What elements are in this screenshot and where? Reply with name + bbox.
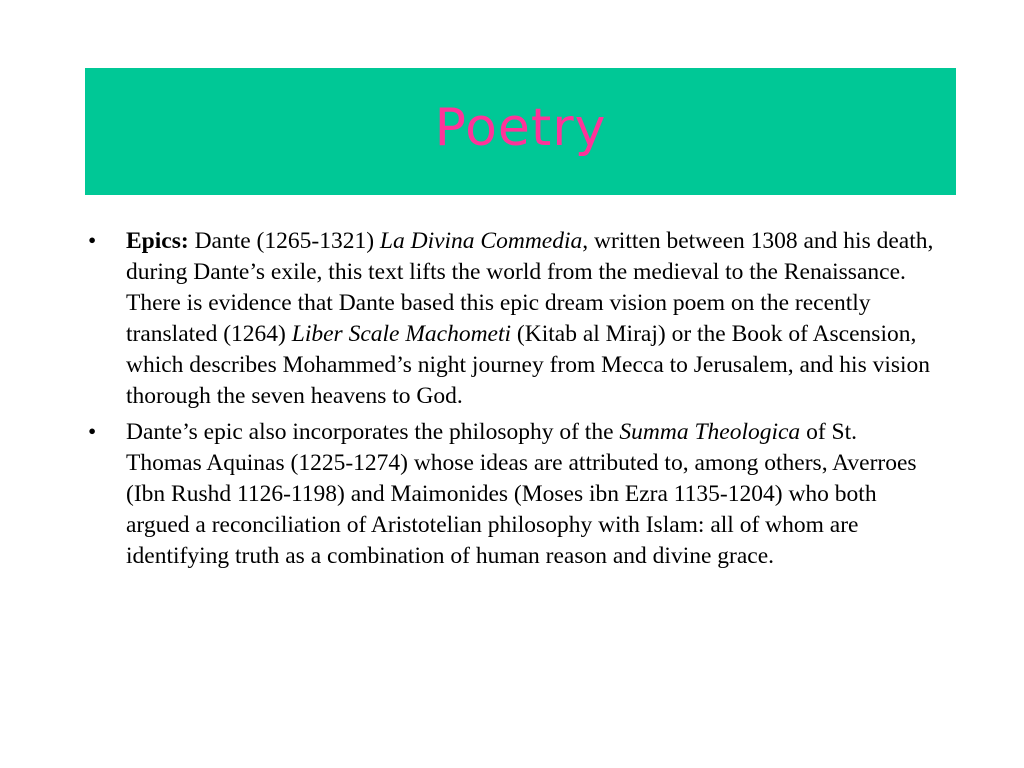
bullet-text: Dante’s epic also incorporates the philosophy of the: [126, 419, 620, 445]
bullet-text: , written between 1308 and his death, during Dante’s exile, this text lifts the world from the medieval to the Renaissance. There is evidence that Dante based this epic dream vision poem on the recently translated (1264): [126, 228, 934, 347]
bullet-text: of St. Thomas Aquinas (1225-1274) whose ideas are attributed to, among others, Averroes (Ibn Rushd 1126-1198) and Maimonides (Moses ibn Ezra 1135-1204) who both argued a reconciliation of Aristotelian philosophy with Islam: all of whom are identifying truth as a combination of human reason and divine grace.: [126, 419, 917, 569]
work-title: Summa Theologica: [619, 419, 801, 445]
bullet-item-epics: [88, 226, 938, 412]
bullet-text: Dante (1265-1321): [188, 228, 380, 254]
bullet-item-philosophy: [88, 417, 938, 572]
bullet-text: (Kitab al Miraj) or the Book of Ascension, which describes Mohammed’s night journey from Mecca to Jerusalem, and his vision thorough the seven heavens to God.: [126, 321, 931, 409]
bullet-icon: •: [88, 228, 97, 254]
bullet-list: [88, 226, 938, 577]
title-banner: [85, 68, 956, 195]
slide-title: Poetry: [434, 97, 607, 158]
bullet-label: Epics:: [126, 228, 189, 254]
bullet-icon: •: [88, 419, 97, 445]
work-title: Liber Scale Machometi: [291, 321, 512, 347]
work-title: La Divina Commedia: [379, 228, 583, 254]
